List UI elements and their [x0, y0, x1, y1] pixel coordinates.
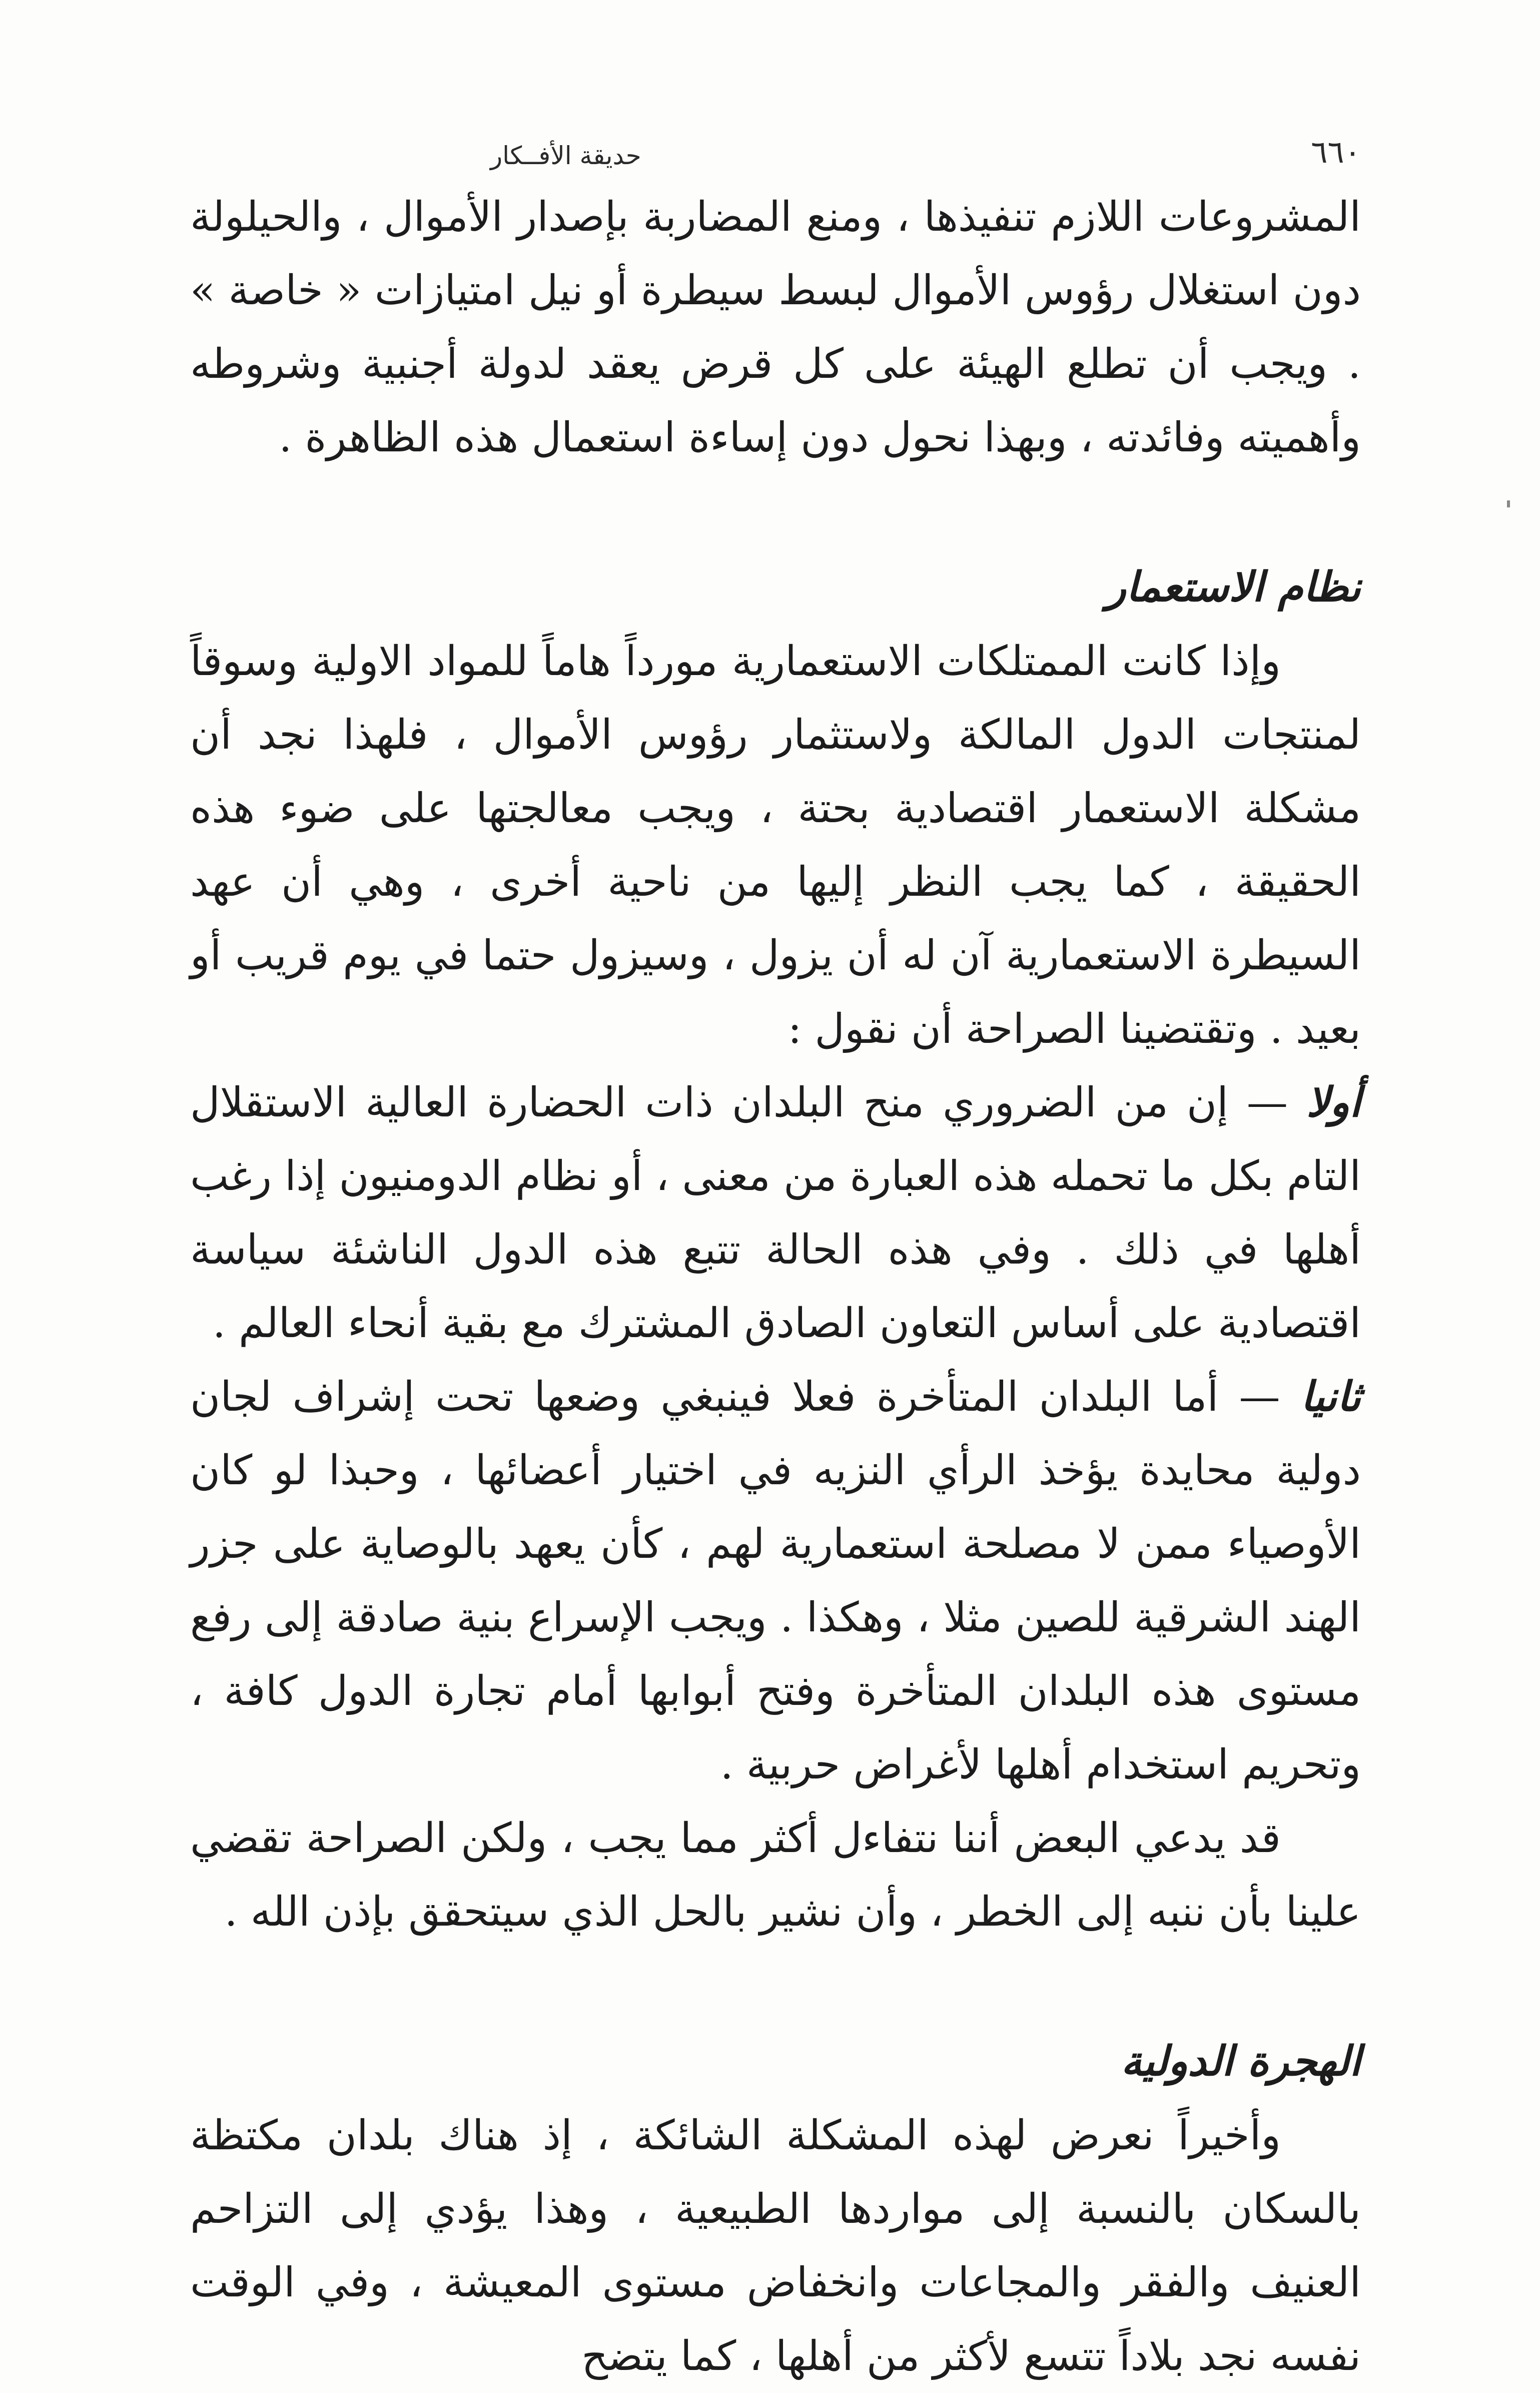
running-header [190, 115, 1361, 170]
paragraph-overpopulation: وأخيراً نعرض لهذه المشكلة الشائكة ، إذ هناك بلدان مكتظة بالسكان بالنسبة إلى مواردها الطبيعية ، وهذا يؤدي إلى التزاحم العنيف والفقر والمجاعات وانخفاض مستوى المعيشة ، وفي الوقت نفسه نجد بلاداً تتسع لأكثر من أهلها ، كما يتضح [190, 2112, 1361, 2380]
section-gap [190, 1949, 1361, 2024]
paragraph-colonial-economics: وإذا كانت الممتلكات الاستعمارية مورداً هاماً للمواد الاولية وسوقاً لمنتجات الدول المالكة ولاستثمار رؤوس الأموال ، فلهذا نجد أن مشكلة الاستعمار اقتصادية بحتة ، ويجب معالجتها على ضوء هذه الحقيقة ، كما يجب النظر إليها من ناحية أخرى ، وهي أن عهد السيطرة الاستعمارية آن له أن يزول ، وسيزول حتما في يوم قريب أو بعيد . وتقتضينا الصراحة أن نقول : [190, 638, 1361, 1053]
heading-colonial-system: نظام الاستعمار [1106, 563, 1361, 611]
second-point-text: — أما البلدان المتأخرة فعلا فينبغي وضعها تحت إشراف لجان دولية محايدة يؤخذ الرأي النزيه في اختيار أعضائها ، وحبذا لو كان الأوصياء ممن لا مصلحة استعمارية لهم ، كأن يعهد بالوصاية على جزر الهند الشرقية للصين مثلا ، وهكذا . ويجب الإسراع بنية صادقة إلى رفع مستوى هذه البلدان المتأخرة وفتح أبوابها أمام تجارة الدول كافة ، وتحريم استخدام أهلها لأغراض حربية . [190, 1373, 1361, 1788]
paragraph-capital-regulation: المشروعات اللازم تنفيذها ، ومنع المضاربة بإصدار الأموال ، والحيلولة دون استغلال رؤوس الأموال لبسط سيطرة أو نيل امتيازات « خاصة » . ويجب أن تطلع الهيئة على كل قرض يعقد لدولة أجنبية وشروطه وأهميته وفائدته ، وبهذا نحول دون إساءة استعمال هذه الظاهرة . [190, 193, 1361, 461]
paragraph-frankness: قد يدعي البعض أننا نتفاءل أكثر مما يجب ، ولكن الصراحة تقضي علينا بأن ننبه إلى الخطر ، وأن نشير بالحل الذي سيتحقق بإذن الله . [190, 1815, 1361, 1936]
paragraph-second-point [190, 1360, 1361, 1802]
first-point-label: أولا [1306, 1078, 1361, 1126]
book-title: حديقة الأفــكار [490, 141, 641, 170]
scan-speck [1507, 500, 1510, 507]
book-page [190, 115, 1361, 2393]
section-gap [190, 474, 1361, 549]
first-point-text: — إن من الضروري منح البلدان ذات الحضارة العالية الاستقلال التام بكل ما تحمله هذه العبارة من معنى ، أو نظام الدومنيون إذا رغب أهلها في ذلك . وفي هذه الحالة تتبع هذه الدول الناشئة سياسة اقتصادية على أساس التعاون الصادق المشترك مع بقية أنحاء العالم . [190, 1079, 1361, 1347]
heading-international-migration: الهجرة الدولية [1121, 2037, 1361, 2085]
page-number: ٦٦٠ [1311, 134, 1361, 170]
second-point-label: ثانيا [1300, 1373, 1361, 1421]
paragraph-first-point [190, 1066, 1361, 1360]
